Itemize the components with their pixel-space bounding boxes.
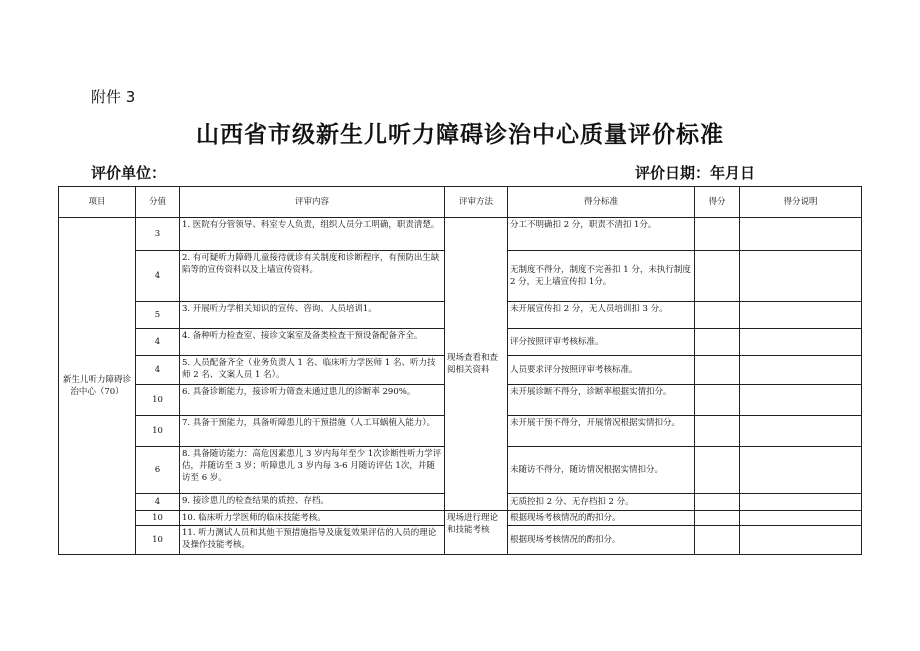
notes-cell[interactable] — [740, 494, 862, 511]
score-cell: 10 — [136, 385, 180, 416]
notes-cell[interactable] — [740, 385, 862, 416]
notes-cell[interactable] — [740, 329, 862, 356]
points-cell[interactable] — [695, 356, 740, 385]
content-cell: 4. 备种听力检查室、接诊文案室及备类检查干预设备配备齐全。 — [180, 329, 445, 356]
standard-cell: 未开展诊断不得分，诊断率根据实情扣分。 — [508, 385, 695, 416]
attachment-label: 附件 3 — [91, 88, 136, 106]
col-header-project: 项目 — [59, 187, 136, 218]
evaluation-table — [58, 186, 862, 555]
standard-cell: 人员要求评分按照评审考核标准。 — [508, 356, 695, 385]
notes-cell[interactable] — [740, 302, 862, 329]
notes-cell[interactable] — [740, 526, 862, 555]
points-cell[interactable] — [695, 447, 740, 494]
score-cell: 4 — [136, 329, 180, 356]
standard-cell: 未开展干预不得分，开展情况根据实情扣分。 — [508, 416, 695, 447]
standard-cell: 根据现场考核情况的酌扣分。 — [508, 511, 695, 526]
score-cell: 10 — [136, 526, 180, 555]
content-cell: 2. 有可疑听力障碍儿童接待就诊有关制度和诊断程序，有预防出生缺陷等的宣传资料以及上墙宣传资料。 — [180, 251, 445, 302]
content-cell: 10. 临床听力学医师的临床技能考核。 — [180, 511, 445, 526]
standard-cell: 未开展宣传扣 2 分，无人员培训扣 3 分。 — [508, 302, 695, 329]
points-cell[interactable] — [695, 218, 740, 251]
score-cell: 4 — [136, 251, 180, 302]
content-cell: 11. 听力测试人员和其他干预措施指导及康复效果评估的人员的理论及操作技能考核。 — [180, 526, 445, 555]
score-cell: 10 — [136, 416, 180, 447]
points-cell[interactable] — [695, 302, 740, 329]
points-cell[interactable] — [695, 329, 740, 356]
standard-cell: 分工不明确扣 2 分，职责不清扣 1分。 — [508, 218, 695, 251]
standard-cell: 未随访不得分，随访情况根据实情扣分。 — [508, 447, 695, 494]
content-cell: 8. 具备随访能力：高危因素患儿 3 岁内每年至少 1次诊断性听力学评估，并随访至 3 岁；听障患儿 3 岁内每 3-6 月随访评估 1次，并随访至 6 岁。 — [180, 447, 445, 494]
evaluation-date-label: 评价日期：年月日 — [635, 164, 756, 182]
points-cell[interactable] — [695, 494, 740, 511]
notes-cell[interactable] — [740, 251, 862, 302]
table-header-row — [59, 187, 862, 218]
points-cell[interactable] — [695, 511, 740, 526]
method-cell: 现场进行理论和技能考核 — [445, 511, 508, 555]
points-cell[interactable] — [695, 385, 740, 416]
score-cell: 4 — [136, 356, 180, 385]
score-cell: 10 — [136, 511, 180, 526]
table-row — [59, 511, 862, 526]
content-cell: 6. 具备诊断能力，接诊听力筛查未通过患儿的诊断率 290%。 — [180, 385, 445, 416]
col-header-notes: 得分说明 — [740, 187, 862, 218]
col-header-content: 评审内容 — [180, 187, 445, 218]
content-cell: 3. 开展听力学相关知识的宣传、咨询、人员培训1。 — [180, 302, 445, 329]
method-cell: 现场查看和查阅相关资料 — [445, 218, 508, 511]
notes-cell[interactable] — [740, 356, 862, 385]
standard-cell: 根据现场考核情况的酌扣分。 — [508, 526, 695, 555]
points-cell[interactable] — [695, 251, 740, 302]
notes-cell[interactable] — [740, 416, 862, 447]
col-header-method: 评审方法 — [445, 187, 508, 218]
standard-cell: 无质控扣 2 分、无存档扣 2 分。 — [508, 494, 695, 511]
evaluation-unit-label: 评价单位： — [91, 164, 167, 182]
points-cell[interactable] — [695, 416, 740, 447]
document-title: 山西省市级新生儿听力障碍诊治中心质量评价标准 — [196, 122, 724, 148]
table-row — [59, 218, 862, 251]
score-cell: 5 — [136, 302, 180, 329]
standard-cell: 评分按照评审考核标准。 — [508, 329, 695, 356]
content-cell: 7. 具备干预能力，具备听障患儿的干预措施（人工耳蜗植入能力）。 — [180, 416, 445, 447]
col-header-score: 分值 — [136, 187, 180, 218]
content-cell: 9. 接诊患儿的检查结果的质控、存档。 — [180, 494, 445, 511]
notes-cell[interactable] — [740, 511, 862, 526]
project-cell: 新生儿听力障碍诊治中心（70） — [59, 218, 136, 555]
score-cell: 3 — [136, 218, 180, 251]
content-cell: 5. 人员配备齐全（业务负责人 1 名、临床听力学医师 1 名、听力技师 2 名、文案人员 1 名）。 — [180, 356, 445, 385]
content-cell: 1. 医院有分管领导、科室专人负责，组织人员分工明确，职责清楚。 — [180, 218, 445, 251]
standard-cell: 无制度不得分，制度不完善扣 1 分，未执行制度 2 分，无上墙宣传扣 1分。 — [508, 251, 695, 302]
notes-cell[interactable] — [740, 447, 862, 494]
col-header-points: 得分 — [695, 187, 740, 218]
score-cell: 6 — [136, 447, 180, 494]
points-cell[interactable] — [695, 526, 740, 555]
notes-cell[interactable] — [740, 218, 862, 251]
col-header-standard: 得分标准 — [508, 187, 695, 218]
score-cell: 4 — [136, 494, 180, 511]
